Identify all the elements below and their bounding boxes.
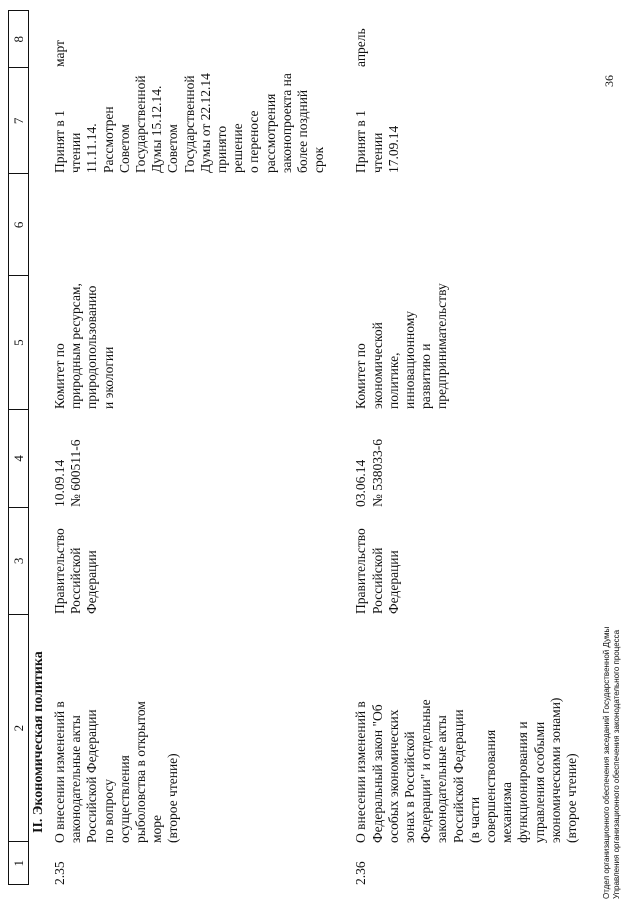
- text-line: законопроекта на: [278, 73, 294, 173]
- table-row: [52, 10, 327, 885]
- text-line: Государственной: [133, 75, 149, 173]
- text-line: управления особыми: [531, 721, 547, 843]
- text-line: срок: [311, 146, 327, 173]
- text-line: по вопросу: [100, 778, 116, 843]
- bills-table: [8, 10, 580, 885]
- committee: [353, 275, 580, 409]
- text-line: Государственной: [181, 75, 197, 173]
- text-line: Федеральный закон "Об: [369, 704, 385, 843]
- text-line: более поздний: [295, 89, 311, 173]
- text-line: механизма: [499, 782, 515, 843]
- col6-cell: [353, 173, 580, 275]
- planned-month: [353, 10, 580, 67]
- text-line: совершенствования: [483, 729, 499, 843]
- text-line: апрель: [353, 28, 369, 67]
- text-line: Российской Федерации: [369, 547, 401, 614]
- status: [353, 67, 580, 173]
- text-line: (второе чтение): [165, 753, 181, 843]
- text-line: 03.06.14: [353, 459, 369, 507]
- text-line: март: [52, 40, 67, 67]
- text-line: Правительство: [353, 528, 369, 614]
- text-line: (в части: [466, 796, 482, 843]
- text-line: море: [149, 814, 165, 843]
- text-line: природопользованию: [84, 285, 100, 409]
- committee: [52, 275, 327, 409]
- text-line: 11.11.14.: [84, 123, 100, 173]
- col-num-4: 4: [9, 409, 28, 507]
- col-num-3: 3: [9, 507, 28, 614]
- col-num-8: 8: [9, 10, 28, 67]
- text-line: Российской Федерации: [84, 709, 100, 843]
- text-line: Думы от 22.12.14: [197, 73, 213, 173]
- col-num-2: 2: [9, 614, 28, 842]
- footer-line-1: Отдел организационного обеспечения заседаний Государственной Думы: [602, 626, 611, 899]
- text-line: развитию и: [418, 343, 434, 409]
- text-line: рассмотрения: [262, 93, 278, 173]
- text-line: (второе чтение): [564, 753, 580, 843]
- col-num-5: 5: [9, 275, 28, 409]
- text-line: законодательные акты: [434, 715, 450, 843]
- text-line: О внесении изменений в: [52, 701, 67, 843]
- text-line: Рассмотрен: [100, 106, 116, 173]
- col6-cell: [52, 173, 327, 275]
- text-line: № 538033-6: [369, 438, 385, 507]
- text-line: законодательные акты: [68, 715, 84, 843]
- bill-author: [52, 507, 327, 614]
- text-line: Думы 15.12.14.: [149, 85, 165, 173]
- column-number-header: [8, 10, 29, 885]
- text-line: 17.09.14: [385, 125, 401, 173]
- text-line: Федерации" и отдельные: [418, 699, 434, 843]
- text-line: предпринимательству: [434, 283, 450, 409]
- text-line: осуществления: [116, 755, 132, 843]
- footer-note: [602, 627, 622, 899]
- planned-month: [52, 10, 327, 67]
- row-number: 2.35: [52, 861, 67, 885]
- registration: [52, 409, 327, 507]
- text-line: № 600511-6: [68, 439, 84, 507]
- text-line: экономической: [369, 322, 385, 409]
- text-line: зонах в Российской: [402, 731, 418, 843]
- text-line: Российской Федерации: [68, 547, 100, 614]
- text-line: 10.09.14: [52, 459, 67, 507]
- bill-author: [353, 507, 580, 614]
- col-num-6: 6: [9, 173, 28, 275]
- registration: [353, 409, 580, 507]
- text-line: инновационному: [402, 310, 418, 409]
- text-line: Принят в 1 чтении: [52, 110, 84, 173]
- text-line: экономическими зонами): [547, 697, 563, 843]
- text-line: Советом: [116, 124, 132, 173]
- footer-line-2: Управления организационного обеспечения законодательного процесса: [612, 629, 621, 899]
- text-line: Советом: [165, 124, 181, 173]
- text-line: функционирования и: [515, 721, 531, 843]
- text-line: принято решение: [214, 123, 246, 173]
- text-line: Принят в 1 чтении: [353, 110, 385, 173]
- text-line: Правительство: [52, 528, 67, 614]
- text-line: особых экономических: [385, 709, 401, 843]
- text-line: рыболовства в открытом: [133, 701, 149, 843]
- table-row: [353, 10, 580, 885]
- text-line: О внесении изменений в: [353, 701, 369, 843]
- section-title: II. Экономическая политика: [31, 651, 46, 833]
- text-line: и экологии: [100, 346, 116, 409]
- col-num-7: 7: [9, 67, 28, 173]
- col-num-1: 1: [9, 841, 28, 885]
- row-number: 2.36: [353, 861, 369, 885]
- bill-title: [353, 614, 580, 843]
- status: [52, 67, 327, 173]
- text-line: политике,: [385, 352, 401, 409]
- page-number: 36: [602, 75, 616, 87]
- text-line: о переносе: [246, 110, 262, 173]
- bill-title: [52, 614, 327, 843]
- text-line: Российской Федерации: [450, 709, 466, 843]
- text-line: Комитет по: [52, 343, 67, 409]
- text-line: природным ресурсам,: [68, 283, 84, 409]
- text-line: Комитет по: [353, 343, 369, 409]
